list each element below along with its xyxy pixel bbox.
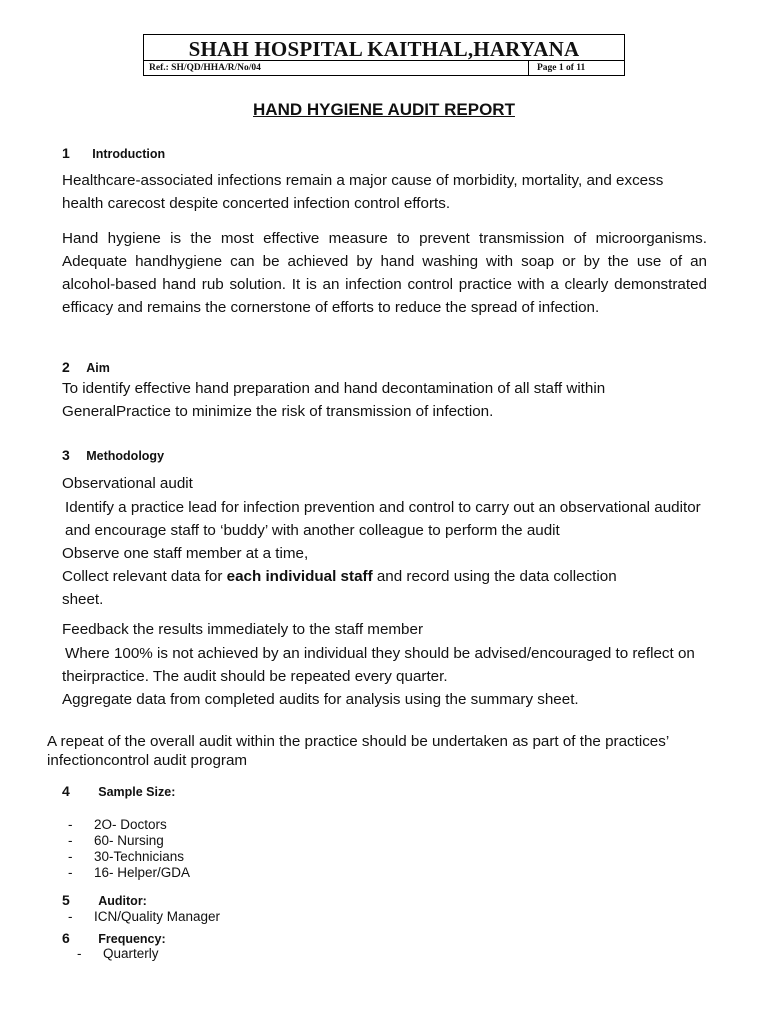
hospital-name: SHAH HOSPITAL KAITHAL,HARYANA xyxy=(188,37,580,61)
aim-line-2: GeneralPractice to minimize the risk of transmission of infection. xyxy=(62,403,494,420)
methodology-line-1: Identify a practice lead for infection prevention and control to carry out an observational auditor xyxy=(65,499,701,516)
section-label: Aim xyxy=(86,361,110,375)
sample-size-list xyxy=(68,817,190,881)
section-number: 4 xyxy=(62,783,70,799)
aim-line-1: To identify effective hand preparation and hand decontamination of all staff within xyxy=(62,380,606,397)
list-item: - Quarterly xyxy=(77,946,159,961)
emphasis-text: each individual staff xyxy=(226,568,373,585)
repeat-line-2: infectioncontrol audit program xyxy=(47,752,248,769)
list-item: - 2O- Doctors xyxy=(68,817,167,832)
frequency-list xyxy=(77,946,159,962)
intro-paragraph-1 xyxy=(62,169,722,215)
section-label: Introduction xyxy=(92,147,166,161)
section-number: 2 xyxy=(62,359,70,375)
section-number: 1 xyxy=(62,145,70,161)
methodology-line-4: Collect relevant data for each individual staff and record using the data collection xyxy=(62,568,617,585)
reference-number: Ref.: SH/QD/HHA/R/No/04 xyxy=(149,63,261,73)
intro-paragraph-2: Hand hygiene is the most effective measure to prevent transmission of microorganisms. Adequate handhygiene can be achieved by hand washing with soap or by the use of an alcohol-based hand rub solution. It is an infection control practice with a clearly demonstrated efficacy and remains the cornerstone of efforts to reduce the spread of infection. xyxy=(62,230,707,316)
section-number: 6 xyxy=(62,930,70,946)
list-item: - ICN/Quality Manager xyxy=(68,909,221,924)
section-label: Sample Size: xyxy=(98,785,176,799)
page-cell xyxy=(528,61,626,76)
intro-line-2: health carecost despite concerted infection control efforts. xyxy=(62,195,451,212)
section-4-heading xyxy=(62,783,175,801)
section-3-heading xyxy=(62,447,164,465)
list-item: - 30-Technicians xyxy=(68,849,185,864)
report-title: HAND HYGIENE AUDIT REPORT xyxy=(253,100,515,119)
methodology-line-6: Feedback the results immediately to the staff member xyxy=(62,621,424,638)
repeat-line-1: A repeat of the overall audit within the practice should be undertaken as part of the practices’ xyxy=(47,733,670,750)
document-header xyxy=(143,34,625,76)
methodology-line-8: theirpractice. The audit should be repeated every quarter. xyxy=(62,668,448,685)
repeat-audit-paragraph xyxy=(47,732,747,770)
section-number: 3 xyxy=(62,447,70,463)
section-label: Methodology xyxy=(86,449,165,463)
section-2-heading xyxy=(62,359,110,377)
methodology-line-9: Aggregate data from completed audits for analysis using the summary sheet. xyxy=(62,691,579,708)
section-5-heading xyxy=(62,892,147,910)
section-label: Auditor: xyxy=(98,894,147,908)
list-item: - 16- Helper/GDA xyxy=(68,865,191,880)
methodology-line-7: Where 100% is not achieved by an individual they should be advised/encouraged to reflect on xyxy=(65,645,695,662)
methodology-line-2: and encourage staff to ‘buddy’ with another colleague to perform the audit xyxy=(65,522,560,539)
page-number: Page 1 of 11 xyxy=(537,63,586,73)
intro-line-1: Healthcare-associated infections remain a major cause of morbidity, mortality, and excess xyxy=(62,172,664,189)
reference-row xyxy=(144,60,624,77)
auditor-list xyxy=(68,909,220,925)
observational-audit: Observational audit xyxy=(62,475,193,492)
section-label: Frequency: xyxy=(98,932,166,946)
list-item: - 60- Nursing xyxy=(68,833,164,848)
methodology-line-5: sheet. xyxy=(62,591,104,608)
methodology-line-3: Observe one staff member at a time, xyxy=(62,545,309,562)
section-number: 5 xyxy=(62,892,70,908)
section-1-heading xyxy=(62,145,165,163)
aim-paragraph xyxy=(62,377,722,423)
